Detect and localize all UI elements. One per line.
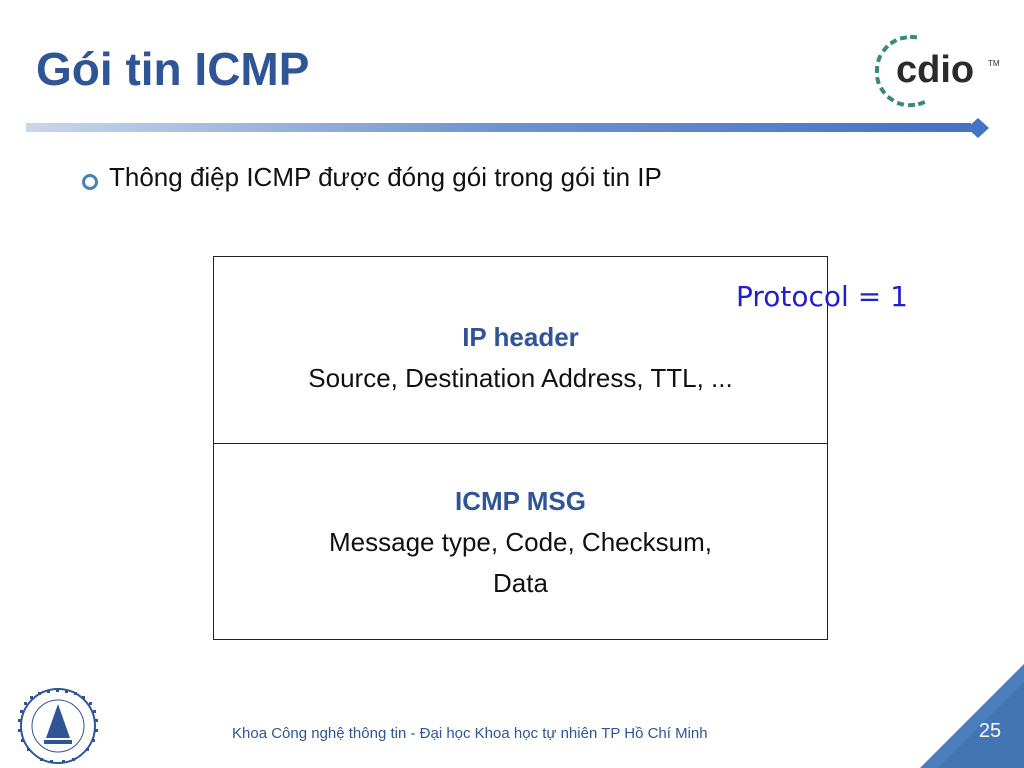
icmp-msg-description-line1: Message type, Code, Checksum, xyxy=(329,527,712,557)
slide-title: Gói tin ICMP xyxy=(36,43,310,95)
page-number: 25 xyxy=(978,720,1002,742)
footer-text: Khoa Công nghệ thông tin - Đại học Khoa học tự nhiên TP Hồ Chí Minh xyxy=(232,725,708,742)
protocol-label: Protocol = 1 xyxy=(736,280,908,313)
cdio-logo-text: cdio xyxy=(896,49,975,91)
university-seal-icon xyxy=(10,686,106,766)
cdio-logo-tm: TM xyxy=(988,59,1000,68)
icmp-msg-title: ICMP MSG xyxy=(455,486,586,516)
corner-triangle xyxy=(920,664,1024,768)
cdio-logo-icon xyxy=(866,30,1006,110)
title-underline xyxy=(26,118,990,138)
icmp-msg-description-line2: Data xyxy=(493,568,548,598)
bullet-text: Thông điệp ICMP được đóng gói trong gói tin IP xyxy=(109,162,662,192)
ip-header-description: Source, Destination Address, TTL, ... xyxy=(308,363,733,393)
icmp-msg-box xyxy=(213,443,828,640)
hollow-circle-bullet-icon xyxy=(82,174,98,190)
ip-header-title: IP header xyxy=(462,322,579,352)
